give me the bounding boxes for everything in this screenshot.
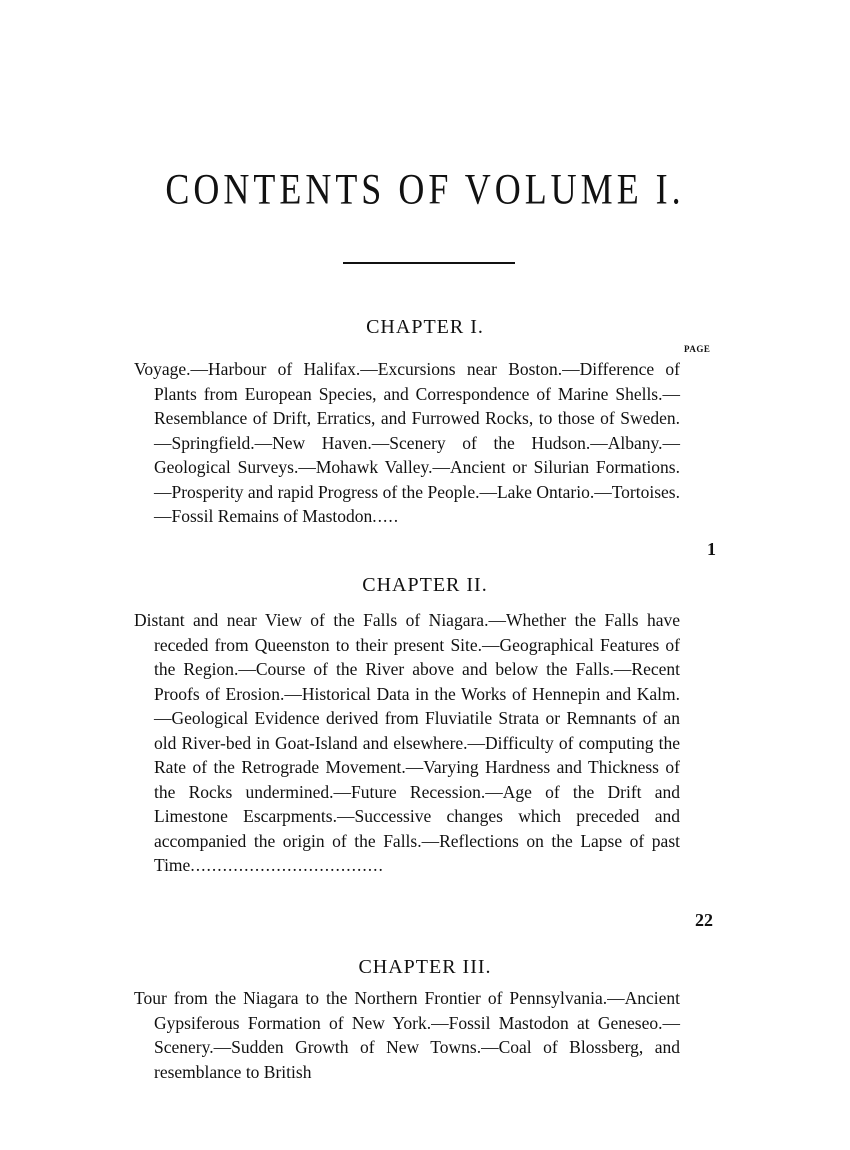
chapter-2-summary: [134, 608, 680, 878]
page-title: CONTENTS OF VOLUME I.: [165, 165, 685, 213]
chapter-1-heading: CHAPTER I.: [366, 316, 484, 338]
chapter-2-text: Distant and near View of the Falls of Niagara.—Whether the Falls have receded from Queenston to their present Site.—Geographical Features of the Region.—Course of the River above and below the Falls.—Recent Proofs of Erosion.—Historical Data in the Works of Hennepin and Kalm.—Geological Evidence derived from Fluviatile Strata or Remnants of an old River-bed in Goat-Island and elsewhere.—Difficulty of computing the Rate of the Retrograde Movement.—Varying Hardness and Thickness of the Rocks undermined.—Future Recession.—Age of the Drift and Limestone Escarpments.—Successive changes which preceded and accompanied the origin of the Falls.—Reflections on the Lapse of past Time: [134, 610, 680, 875]
page-column-label: PAGE: [684, 344, 711, 354]
chapter-3-text: Tour from the Niagara to the Northern Frontier of Pennsylvania.—Ancient Gypsiferous Formation of New York.—Fossil Mastodon at Geneseo.—Scenery.—Sudden Growth of New Towns.—Coal of Blossberg, and resemblance to British: [134, 988, 680, 1082]
chapter-1-text: Voyage.—Harbour of Halifax.—Excursions near Boston.—Difference of Plants from European Species, and Correspondence of Marine Shells.—Resemblance of Drift, Erratics, and Furrowed Rocks, to those of Sweden.—Springfield.—New Haven.—Scenery of the Hudson.—Albany.—Geological Surveys.—Mohawk Valley.—Ancient or Silurian Formations.—Prosperity and rapid Progress of the People.—Lake Ontario.—Tortoises.—Fossil Remains of Mastodon: [134, 359, 680, 526]
chapter-2-page-number: 22: [695, 910, 713, 930]
title-divider: [343, 262, 515, 264]
chapter-3-summary: [134, 986, 680, 1084]
chapter-2-leader: ....................................: [190, 855, 384, 875]
chapter-3-heading: CHAPTER III.: [358, 956, 492, 978]
chapter-1-page-number: 1: [707, 539, 716, 559]
chapter-2-heading: CHAPTER II.: [362, 574, 488, 596]
chapter-1-leader: .....: [372, 506, 400, 526]
chapter-1-summary: [134, 357, 680, 529]
